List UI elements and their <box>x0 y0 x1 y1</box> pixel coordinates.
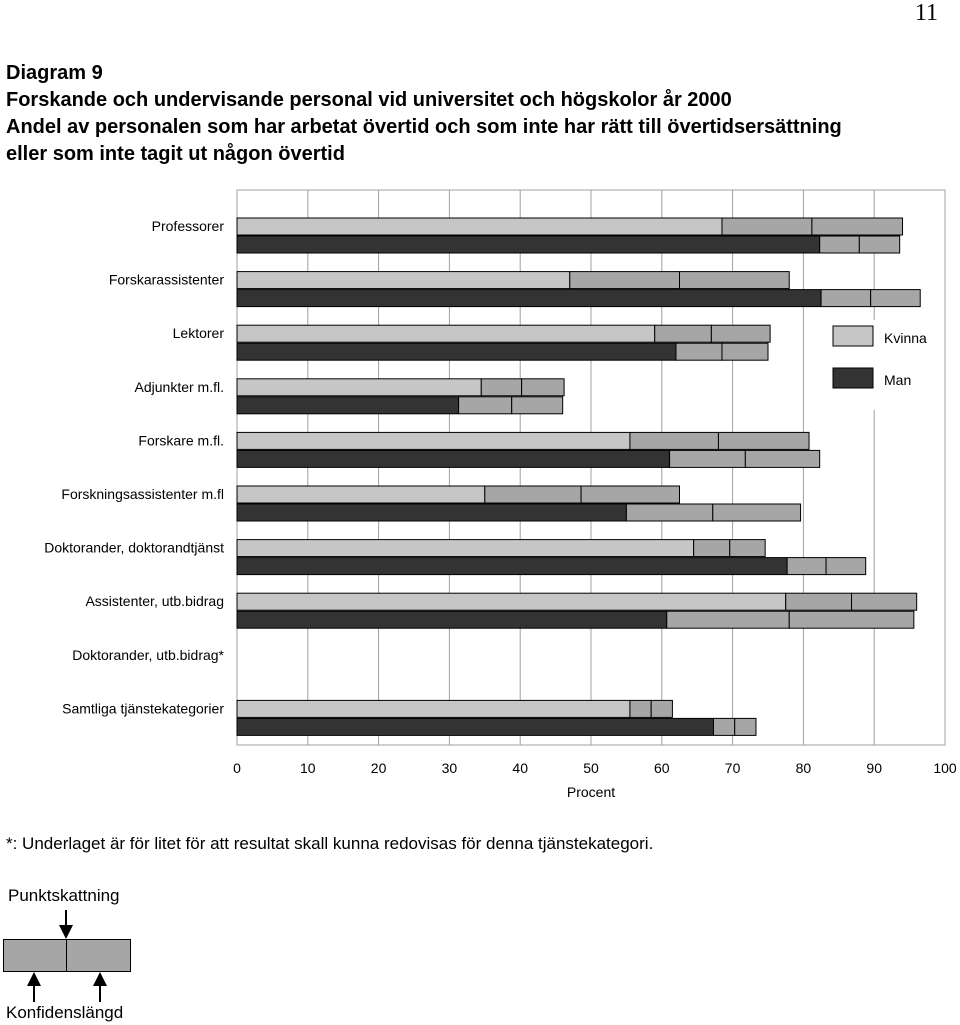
chart-title-block <box>6 60 946 168</box>
ci-segment-lower <box>786 593 852 610</box>
x-tick-label: 40 <box>512 760 528 776</box>
bar <box>237 432 630 449</box>
bar <box>237 504 626 521</box>
ci-high-arrowhead-icon <box>93 972 107 986</box>
legend-swatch <box>833 326 873 346</box>
x-tick-label: 30 <box>441 760 458 776</box>
ci-segment-upper <box>812 218 903 235</box>
x-tick-label: 60 <box>654 760 670 776</box>
point-estimate-label: Punktskattning <box>8 886 120 905</box>
interval-example-left-segment <box>3 939 67 972</box>
x-tick-label: 10 <box>300 760 316 776</box>
bar <box>237 558 787 575</box>
page-number: 11 <box>914 0 938 26</box>
category-label: Doktorander, utb.bidrag* <box>72 646 224 663</box>
ci-segment-lower <box>676 343 722 360</box>
bar <box>237 325 655 342</box>
ci-segment-lower <box>713 718 734 735</box>
ci-segment-lower <box>485 486 581 503</box>
category-label: Forskarassistenter <box>108 271 224 288</box>
interval-example-bar <box>3 939 131 972</box>
legend-swatch <box>833 368 873 388</box>
interval-example-right-segment <box>66 939 131 972</box>
ci-segment-upper <box>722 343 768 360</box>
ci-segment-upper <box>730 540 765 557</box>
bar <box>237 343 676 360</box>
bar <box>237 611 667 628</box>
ci-segment-lower <box>630 432 719 449</box>
ci-segment-upper <box>871 290 921 307</box>
ci-segment-upper <box>713 504 801 521</box>
ci-low-arrowhead-icon <box>27 972 41 986</box>
bar <box>237 540 694 557</box>
bar <box>237 290 821 307</box>
bar <box>237 397 459 414</box>
bar <box>237 718 713 735</box>
category-label: Forskare m.fl. <box>138 432 224 449</box>
ci-segment-upper <box>826 558 866 575</box>
bar <box>237 700 630 717</box>
ci-segment-lower <box>630 700 651 717</box>
x-tick-label: 50 <box>583 760 599 776</box>
diagram-number: Diagram 9 <box>6 62 103 84</box>
bar <box>237 486 485 503</box>
bar-chart <box>0 180 960 810</box>
category-label: Adjunkter m.fl. <box>134 378 224 395</box>
ci-segment-lower <box>570 272 680 289</box>
ci-segment-lower <box>655 325 712 342</box>
legend-label: Man <box>884 372 912 388</box>
ci-segment-lower <box>481 379 521 396</box>
ci-segment-upper <box>735 718 756 735</box>
ci-segment-lower <box>626 504 712 521</box>
x-tick-label: 90 <box>866 760 882 776</box>
bar <box>237 593 786 610</box>
ci-segment-lower <box>722 218 812 235</box>
category-label: Forskningsassistenter m.fl <box>61 486 224 502</box>
bar <box>237 450 670 467</box>
bar <box>237 218 722 235</box>
legend-label: Kvinna <box>884 330 927 346</box>
ci-segment-lower <box>787 558 826 575</box>
category-label: Assistenter, utb.bidrag <box>85 593 224 610</box>
x-tick-label: 0 <box>233 760 241 776</box>
category-label: Professorer <box>151 218 224 234</box>
footnote: *: Underlaget är för litet för att resultat skall kunna redovisas för denna tjänstekategori. <box>6 834 654 853</box>
ci-segment-upper <box>522 379 564 396</box>
x-tick-label: 100 <box>933 760 957 776</box>
interval-explanation <box>0 880 260 1025</box>
ci-segment-upper <box>680 272 790 289</box>
diagram-title: Forskande och undervisande personal vid universitet och högskolor år 2000 <box>6 89 732 111</box>
ci-segment-upper <box>859 236 899 253</box>
ci-segment-lower <box>459 397 512 414</box>
x-tick-label: 80 <box>795 760 812 776</box>
ci-segment-upper <box>512 397 563 414</box>
category-label: Samtliga tjänstekategorier <box>62 700 224 717</box>
ci-segment-upper <box>651 700 672 717</box>
ci-segment-upper <box>711 325 770 342</box>
ci-segment-lower <box>670 450 746 467</box>
diagram-subtitle-line2: eller som inte tagit ut någon övertid <box>6 143 345 165</box>
ci-segment-upper <box>718 432 809 449</box>
bar <box>237 379 481 396</box>
ci-segment-upper <box>581 486 679 503</box>
ci-segment-lower <box>820 236 860 253</box>
x-axis-label: Procent <box>566 784 616 800</box>
ci-segment-upper <box>852 593 917 610</box>
category-label: Doktorander, doktorandtjänst <box>44 539 224 556</box>
category-label: Lektorer <box>172 325 224 342</box>
x-tick-label: 70 <box>724 760 741 776</box>
ci-segment-lower <box>821 290 871 307</box>
bar <box>237 236 820 253</box>
x-tick-label: 20 <box>370 760 387 776</box>
ci-segment-upper <box>789 611 914 628</box>
ci-segment-upper <box>745 450 819 467</box>
diagram-subtitle-line1: Andel av personalen som har arbetat övertid och som inte har rätt till övertidsersättning <box>6 116 842 138</box>
point-estimate-arrowhead-icon <box>59 925 73 939</box>
ci-segment-lower <box>667 611 789 628</box>
ci-segment-lower <box>694 540 730 557</box>
confidence-length-label: Konfidenslängd <box>6 1003 124 1022</box>
bar <box>237 272 570 289</box>
